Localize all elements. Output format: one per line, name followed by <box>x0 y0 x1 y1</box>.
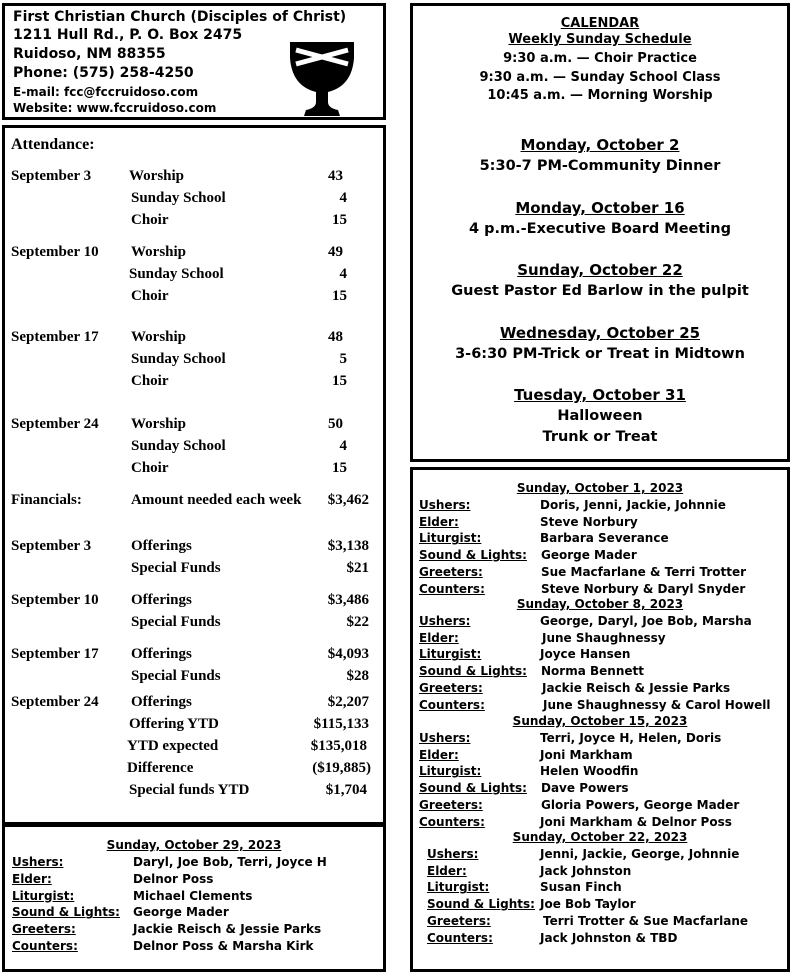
event-line: 4 p.m.-Executive Board Meeting <box>469 221 731 237</box>
schedule-role: Ushers: <box>419 731 471 745</box>
schedule-role: Counters: <box>12 939 78 953</box>
schedule-volunteer: George Mader <box>541 548 637 563</box>
attendance-row-label: Sunday School <box>129 266 224 282</box>
attendance-heading: Attendance: <box>11 136 95 153</box>
attendance-row-value: 15 <box>332 212 347 228</box>
event-date: Tuesday, October 31 <box>514 386 686 404</box>
financials-row-value: ($19,885) <box>312 760 371 776</box>
schedule-volunteer: Dave Powers <box>541 781 629 796</box>
financials-row-value: $3,138 <box>327 538 369 554</box>
schedule-volunteer: George, Daryl, Joe Bob, Marsha <box>540 614 752 628</box>
schedule-volunteer: June Shaughnessy & Carol Howell <box>543 697 771 712</box>
attendance-row-value: 15 <box>332 373 347 389</box>
financials-needed-label: Amount needed each week <box>131 492 302 508</box>
schedule-date: Sunday, October 22, 2023 <box>512 830 688 844</box>
schedule-volunteer: Barbara Severance <box>540 531 669 546</box>
schedule-volunteer: Norma Bennett <box>541 664 644 679</box>
attendance-financials-panel <box>2 125 386 825</box>
financials-row-value: $115,133 <box>313 716 369 732</box>
schedule-volunteer: Delnor Poss & Marsha Kirk <box>133 939 314 953</box>
volunteer-schedule-panel <box>410 467 790 972</box>
schedule-role: Greeters: <box>419 564 483 579</box>
schedule-volunteer: Steve Norbury <box>540 514 638 529</box>
schedule-role: Ushers: <box>419 614 471 628</box>
event-line: Guest Pastor Ed Barlow in the pulpit <box>451 283 749 299</box>
financials-row-label: Offerings <box>131 592 192 608</box>
schedule-date: Sunday, October 8, 2023 <box>516 597 684 611</box>
financials-row-label: Offering YTD <box>129 716 219 732</box>
event-date: Monday, October 2 <box>520 136 680 154</box>
attendance-row-label: Choir <box>131 288 169 304</box>
schedule-volunteer: Joni Markham <box>540 747 633 762</box>
schedule-role: Counters: <box>427 930 493 945</box>
church-name: First Christian Church (Disciples of Christ) <box>13 9 347 25</box>
schedule-date: Sunday, October 15, 2023 <box>512 714 688 728</box>
schedule-role: Sound & Lights: <box>419 664 527 679</box>
event-line: 5:30-7 PM-Community Dinner <box>479 158 721 174</box>
attendance-row-value: 4 <box>339 266 347 282</box>
schedule-role: Liturgist: <box>419 647 482 662</box>
church-header <box>2 3 386 120</box>
financials-row-value: $4,093 <box>327 646 369 662</box>
schedule-role: Sound & Lights: <box>12 905 120 920</box>
event-line: Trunk or Treat <box>542 429 658 445</box>
chalice-logo-icon <box>288 36 356 122</box>
calendar-title: CALENDAR <box>560 16 640 31</box>
event-line: Halloween <box>557 408 643 424</box>
schedule-role: Liturgist: <box>419 764 482 779</box>
schedule-volunteer: Jackie Reisch & Jessie Parks <box>542 680 731 695</box>
weekly-item: 9:30 a.m. — Sunday School Class <box>479 70 721 85</box>
schedule-volunteer: June Shaughnessy <box>542 630 666 645</box>
schedule-role: Greeters: <box>12 922 76 937</box>
attendance-row-label: Worship <box>131 416 187 432</box>
schedule-volunteer: Steve Norbury & Daryl Snyder <box>541 581 746 596</box>
attendance-row-label: Worship <box>131 244 187 260</box>
financials-row-value: $21 <box>346 560 369 576</box>
financials-week-date: September 10 <box>11 592 99 608</box>
schedule-date: Sunday, October 1, 2023 <box>516 481 684 495</box>
schedule-role: Greeters: <box>427 913 491 928</box>
financials-row-value: $2,207 <box>327 694 369 710</box>
event-date: Wednesday, October 25 <box>499 324 701 342</box>
attendance-week-date: September 17 <box>11 329 99 345</box>
attendance-row-label: Worship <box>129 168 185 184</box>
attendance-row-label: Sunday School <box>131 190 226 206</box>
financials-row-label: Special Funds <box>131 668 221 684</box>
schedule-role: Sound & Lights: <box>419 781 527 796</box>
october-29-schedule-panel <box>2 824 386 972</box>
schedule-volunteer: Delnor Poss <box>133 871 214 886</box>
schedule-volunteer: Terri Trotter & Sue Macfarlane <box>543 913 749 928</box>
schedule-role: Counters: <box>419 697 485 712</box>
attendance-row-label: Choir <box>131 460 169 476</box>
financials-week-date: September 3 <box>11 538 92 554</box>
financials-row-label: Difference <box>127 760 194 776</box>
schedule-role: Elder: <box>419 630 459 645</box>
weekly-item: 9:30 a.m. — Choir Practice <box>503 51 697 66</box>
attendance-row-label: Sunday School <box>131 351 226 367</box>
schedule-role: Elder: <box>419 514 459 529</box>
financials-heading: Financials: <box>11 492 82 508</box>
schedule-volunteer: Joe Bob Taylor <box>540 897 636 912</box>
financials-row-value: $28 <box>346 668 369 684</box>
schedule-volunteer: Michael Clements <box>133 888 253 903</box>
attendance-row-label: Worship <box>131 329 187 345</box>
attendance-row-value: 43 <box>328 168 343 184</box>
schedule-volunteer: Sue Macfarlane & Terri Trotter <box>541 564 747 579</box>
schedule-volunteer: George Mader <box>133 905 229 920</box>
church-phone: Phone: (575) 258-4250 <box>13 65 194 81</box>
financials-row-label: Special Funds <box>131 560 221 576</box>
schedule-role: Ushers: <box>12 855 64 869</box>
schedule-volunteer: Gloria Powers, George Mader <box>541 797 740 812</box>
schedule-volunteer: Jack Johnston <box>540 863 632 878</box>
attendance-week-date: September 3 <box>11 168 92 184</box>
financials-needed-value: $3,462 <box>327 492 369 508</box>
schedule-volunteer: Terri, Joyce H, Helen, Doris <box>540 731 722 745</box>
schedule-volunteer: Joni Markham & Delnor Poss <box>540 814 732 829</box>
event-date: Sunday, October 22 <box>517 261 683 279</box>
schedule-volunteer: Jack Johnston & TBD <box>540 930 678 945</box>
attendance-row-value: 50 <box>328 416 343 432</box>
attendance-row-value: 15 <box>332 288 347 304</box>
event-line: 3-6:30 PM-Trick or Treat in Midtown <box>455 346 745 362</box>
financials-row-value: $135,018 <box>310 738 367 754</box>
schedule-role: Elder: <box>419 747 459 762</box>
church-website: Website: www.fccruidoso.com <box>13 101 217 115</box>
attendance-week-date: September 10 <box>11 244 99 260</box>
attendance-row-value: 5 <box>339 351 347 367</box>
financials-row-label: Offerings <box>131 694 192 710</box>
financials-week-date: September 24 <box>11 694 99 710</box>
schedule-role: Elder: <box>12 871 52 886</box>
attendance-row-label: Choir <box>131 212 169 228</box>
schedule-volunteer: Susan Finch <box>540 880 622 895</box>
financials-row-label: Offerings <box>131 538 192 554</box>
attendance-row-label: Choir <box>131 373 169 389</box>
schedule-role: Liturgist: <box>419 531 482 546</box>
church-address: 1211 Hull Rd., P. O. Box 2475 <box>13 27 243 43</box>
financials-row-value: $1,704 <box>325 782 367 798</box>
financials-row-label: Special Funds <box>131 614 221 630</box>
church-city: Ruidoso, NM 88355 <box>13 46 166 62</box>
schedule-role: Ushers: <box>427 847 479 861</box>
schedule-date: Sunday, October 29, 2023 <box>106 838 282 852</box>
attendance-row-value: 4 <box>339 438 347 454</box>
calendar-subtitle: Weekly Sunday Schedule <box>508 32 692 47</box>
schedule-volunteer: Daryl, Joe Bob, Terri, Joyce H <box>133 855 327 869</box>
financials-row-label: Special funds YTD <box>129 782 250 798</box>
attendance-row-value: 48 <box>328 329 343 345</box>
event-date: Monday, October 16 <box>515 199 685 217</box>
attendance-row-label: Sunday School <box>131 438 226 454</box>
schedule-role: Liturgist: <box>427 880 490 895</box>
financials-row-label: YTD expected <box>127 738 219 754</box>
schedule-role: Counters: <box>419 814 485 829</box>
financials-row-value: $22 <box>346 614 369 630</box>
schedule-role: Greeters: <box>419 680 483 695</box>
calendar-panel <box>410 3 790 462</box>
schedule-role: Ushers: <box>419 498 471 512</box>
schedule-volunteer: Joyce Hansen <box>540 647 631 662</box>
schedule-volunteer: Doris, Jenni, Jackie, Johnnie <box>540 498 726 512</box>
schedule-volunteer: Helen Woodfin <box>540 764 639 779</box>
financials-week-date: September 17 <box>11 646 99 662</box>
schedule-role: Sound & Lights: <box>419 548 527 563</box>
financials-row-label: Offerings <box>131 646 192 662</box>
schedule-volunteer: Jenni, Jackie, George, Johnnie <box>540 847 740 861</box>
attendance-week-date: September 24 <box>11 416 99 432</box>
schedule-role: Sound & Lights: <box>427 897 535 912</box>
schedule-role: Counters: <box>419 581 485 596</box>
schedule-role: Liturgist: <box>12 888 75 903</box>
attendance-row-value: 49 <box>328 244 343 260</box>
attendance-row-value: 4 <box>339 190 347 206</box>
schedule-role: Greeters: <box>419 797 483 812</box>
schedule-volunteer: Jackie Reisch & Jessie Parks <box>133 922 322 937</box>
attendance-row-value: 15 <box>332 460 347 476</box>
financials-row-value: $3,486 <box>327 592 369 608</box>
schedule-role: Elder: <box>427 863 467 878</box>
weekly-item: 10:45 a.m. — Morning Worship <box>487 88 713 103</box>
church-email: E-mail: fcc@fccruidoso.com <box>13 85 199 99</box>
